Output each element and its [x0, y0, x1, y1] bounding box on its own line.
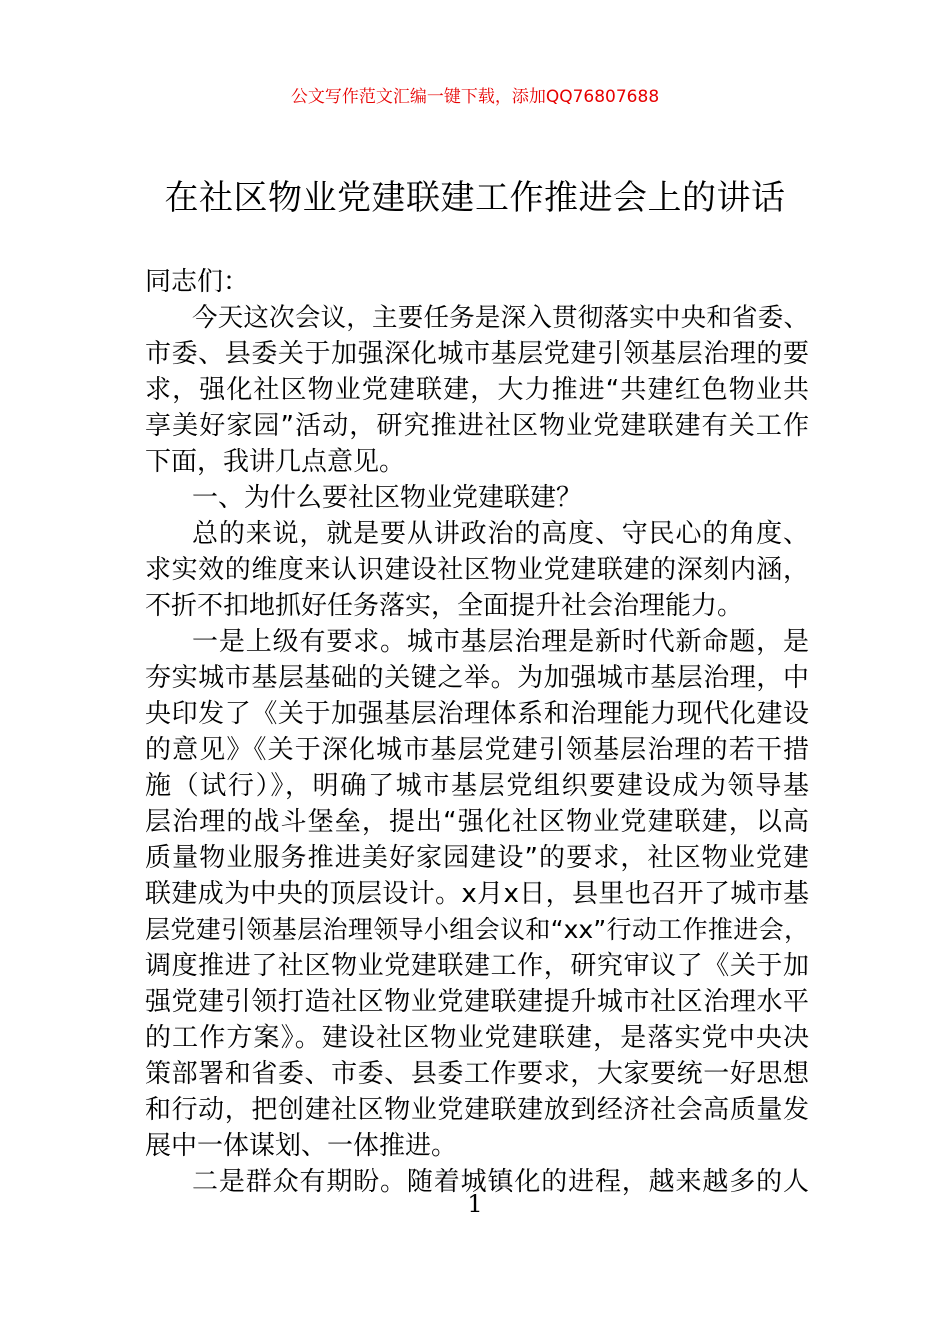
- paragraph-line: 求实效的维度来认识建设社区物业党建联建的深刻内涵，: [145, 555, 809, 585]
- promo-header: 公文写作范文汇编一键下载，添加QQ76807688: [290, 87, 660, 107]
- paragraph-line: 联建成为中央的顶层设计。x月x日，县里也召开了城市基: [145, 879, 809, 909]
- paragraph-line: 质量物业服务推进美好家园建设”的要求，社区物业党建: [145, 843, 809, 873]
- paragraph-line: 二是群众有期盼。随着城镇化的进程，越来越多的人: [192, 1167, 809, 1197]
- paragraph-line: 的工作方案》。建设社区物业党建联建，是落实党中央决: [145, 1023, 809, 1053]
- document-title: 在社区物业党建联建工作推进会上的讲话: [164, 178, 786, 218]
- paragraph-line: 今天这次会议，主要任务是深入贯彻落实中央和省委、: [192, 303, 809, 333]
- paragraph-line: 施（试行）》，明确了城市基层党组织要建设成为领导基: [145, 771, 809, 801]
- paragraph-line: 策部署和省委、市委、县委工作要求，大家要统一好思想: [145, 1059, 809, 1089]
- paragraph-line: 层党建引领基层治理领导小组会议和“xx”行动工作推进会，: [145, 915, 809, 944]
- paragraph-line: 一是上级有要求。城市基层治理是新时代新命题，是: [192, 627, 809, 657]
- paragraph-line: 市委、县委关于加强深化城市基层党建引领基层治理的要: [145, 339, 809, 369]
- paragraph-line: 求，强化社区物业党建联建，大力推进“共建红色物业共: [145, 375, 809, 405]
- paragraph-line: 不折不扣地抓好任务落实，全面提升社会治理能力。: [145, 591, 744, 621]
- salutation-line: 同志们：: [145, 267, 250, 297]
- paragraph-line: 层治理的战斗堡垒，提出“强化社区物业党建联建，以高: [145, 807, 809, 837]
- page-number: 1: [467, 1190, 483, 1218]
- paragraph-line: 央印发了《关于加强基层治理体系和治理能力现代化建设: [145, 699, 809, 729]
- document-body: [145, 264, 809, 1200]
- paragraph-line: 的意见》《关于深化城市基层党建引领基层治理的若干措: [145, 735, 809, 765]
- paragraph-line: 调度推进了社区物业党建联建工作，研究审议了《关于加: [145, 951, 809, 981]
- section-heading: 一、为什么要社区物业党建联建？: [192, 483, 583, 513]
- paragraph-line: 和行动，把创建社区物业党建联建放到经济社会高质量发: [145, 1095, 809, 1125]
- paragraph-line: 总的来说，就是要从讲政治的高度、守民心的角度、: [192, 519, 809, 549]
- paragraph-line: 强党建引领打造社区物业党建联建提升城市社区治理水平: [145, 987, 809, 1017]
- paragraph-line: 夯实城市基层基础的关键之举。为加强城市基层治理，中: [145, 663, 809, 693]
- paragraph-line: 展中一体谋划、一体推进。: [145, 1131, 458, 1161]
- paragraph-line: 下面，我讲几点意见。: [145, 447, 406, 477]
- paragraph-line: 享美好家园”活动，研究推进社区物业党建联建有关工作: [145, 411, 809, 441]
